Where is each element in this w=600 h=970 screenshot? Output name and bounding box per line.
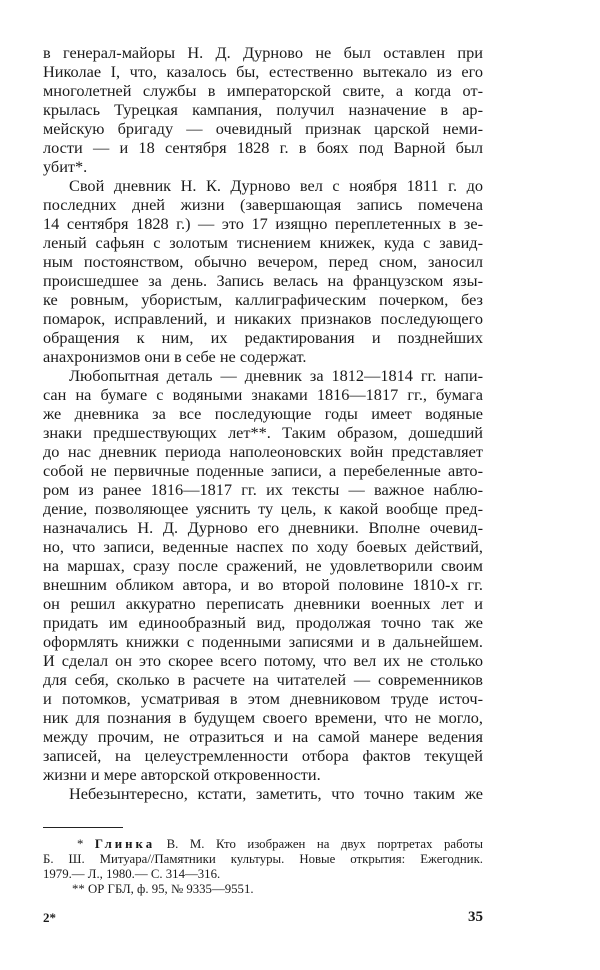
text-line: крылась Турецкая кампания, получил назначение в ар- bbox=[43, 100, 483, 119]
text-line: Свой дневник Н. К. Дурново вел с ноября 1811 г. до bbox=[69, 176, 483, 195]
footnote-1-author: Глинка bbox=[94, 837, 156, 851]
text-line: ник для познания в будущем своего времени, что не могло, bbox=[43, 708, 483, 727]
paragraph bbox=[43, 784, 483, 803]
footnote-1-line-1 bbox=[43, 837, 483, 852]
text-line: обращения к ним, их редактирования и позднейших bbox=[43, 328, 483, 347]
text-line: назначались Н. Д. Дурново его дневники. Вполне очевид- bbox=[43, 518, 483, 537]
paragraph bbox=[43, 366, 483, 784]
text-line: до нас дневник периода наполеоновских войн представляет bbox=[43, 442, 483, 461]
text-line: последних дней жизни (завершающая запись помечена bbox=[43, 195, 483, 214]
signature-mark: 2* bbox=[43, 910, 56, 925]
text-line: для себя, сколько в расчете на читателей — современников bbox=[43, 670, 483, 689]
footnote-2: ** ОР ГБЛ, ф. 95, № 9335—9551. bbox=[72, 882, 254, 896]
body-text bbox=[43, 43, 483, 803]
text-line: ным постоянством, обычно вечером, перед сном, заносил bbox=[43, 252, 483, 271]
text-line: знаки предшествующих лет**. Таким образом, дошедший bbox=[43, 423, 483, 442]
text-line: внешним обликом автора, и во второй половине 1810-х гг. bbox=[43, 575, 483, 594]
footnotes bbox=[43, 837, 483, 897]
text-line: убит*. bbox=[43, 157, 88, 176]
text-line: же дневника за все последующие годы имеет водяные bbox=[43, 404, 483, 423]
text-line: оформлять книжки с поденными записями и в дальнейшем. bbox=[43, 632, 483, 651]
text-line: но, что записи, веденные наспех по ходу боевых действий, bbox=[43, 537, 483, 556]
page-number: 35 bbox=[468, 909, 483, 925]
text-line: Николае I, что, казалось бы, естественно вытекало из его bbox=[43, 62, 483, 81]
text-line: Любопытная деталь — дневник за 1812—1814 гг. напи- bbox=[69, 366, 483, 385]
text-line: 14 сентября 1828 г.) — это 17 изящно переплетенных в зе- bbox=[43, 214, 483, 233]
text-line: многолетней службы в императорской свите, а когда от- bbox=[43, 81, 483, 100]
paragraph bbox=[43, 43, 483, 176]
footnote-1-title: В. М. Кто изображен на двух портретах работы bbox=[155, 837, 483, 851]
text-line: сан на бумаге с водяными знаками 1816—1817 гг., бумага bbox=[43, 385, 483, 404]
text-line: записей, на целеустремленности отбора фактов текущей bbox=[43, 746, 483, 765]
text-line: происшедшее за день. Запись велась на французском язы- bbox=[43, 271, 483, 290]
text-line: и потомков, усматривая в этом дневниковом труде источ- bbox=[43, 689, 483, 708]
text-line: жизни и мере авторской откровенности. bbox=[43, 765, 321, 784]
text-line: лости — и 18 сентября 1828 г. в боях под Варной был bbox=[43, 138, 483, 157]
text-line: ке ровным, убористым, каллиграфическим почерком, без bbox=[43, 290, 483, 309]
paragraph bbox=[43, 176, 483, 366]
text-line: на маршах, сразу после сражений, не удовлетворили своим bbox=[43, 556, 483, 575]
text-line: леный сафьян с золотым тиснением книжек, куда с завид- bbox=[43, 233, 483, 252]
footnote-1-line-3: 1979.— Л., 1980.— С. 314—316. bbox=[43, 867, 221, 881]
footnote-1-line-2: Б. Ш. Митуара//Памятники культуры. Новые открытия: Ежегодник. bbox=[43, 852, 483, 866]
text-line: дение, позволяющее уяснить ту цель, к какой вообще пред- bbox=[43, 499, 483, 518]
text-line: собой не первичные поденные записи, а перебеленные авто- bbox=[43, 461, 483, 480]
text-line: анахронизмов они в себе не содержат. bbox=[43, 347, 307, 366]
text-line: помарок, исправлений, и никаких признаков последующего bbox=[43, 309, 483, 328]
text-line: он решил аккуратно переписать дневники военных лет и bbox=[43, 594, 483, 613]
footnote-divider bbox=[43, 827, 123, 828]
text-line: в генерал-майоры Н. Д. Дурново не был оставлен при bbox=[43, 43, 483, 62]
text-line: придать им единообразный вид, продолжая точно так же bbox=[43, 613, 483, 632]
footnote-1-marker: * bbox=[77, 837, 95, 851]
text-line: ром из ранее 1816—1817 гг. их тексты — важное наблю- bbox=[43, 480, 483, 499]
text-line: между прочим, не отразиться и на самой манере ведения bbox=[43, 727, 483, 746]
text-line: Небезынтересно, кстати, заметить, что точно таким же bbox=[69, 784, 483, 803]
text-line: мейскую бригаду — очевидный признак царской неми- bbox=[43, 119, 483, 138]
text-line: И сделал он это скорее всего потому, что вел их не столько bbox=[43, 651, 483, 670]
